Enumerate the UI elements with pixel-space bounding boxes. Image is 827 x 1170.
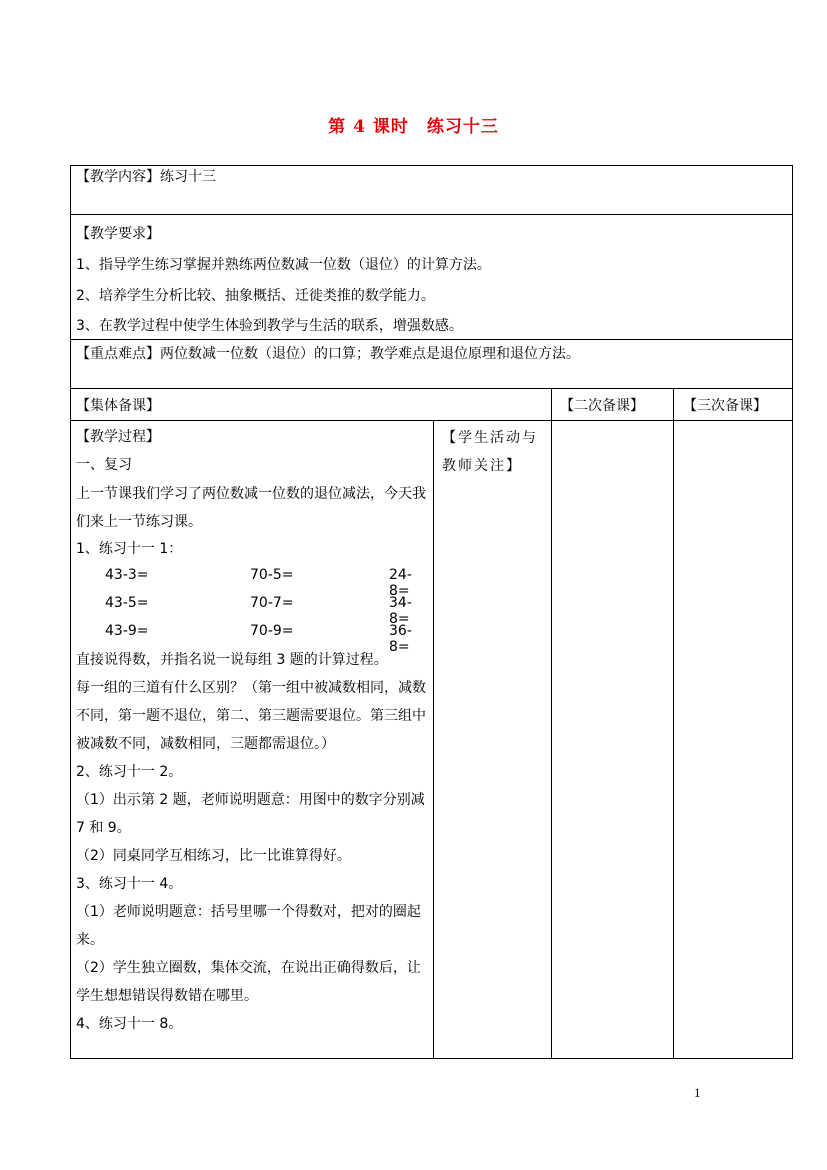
- requirement-item: 1、指导学生练习掌握并熟练两位数减一位数（退位）的计算方法。: [76, 257, 491, 273]
- table-divider: [70, 214, 793, 215]
- title-topic: 练习十三: [426, 117, 499, 137]
- third-prep-header: 【三次备课】: [683, 398, 767, 414]
- table-border: [70, 165, 71, 1059]
- requirements-heading: 【教学要求】: [76, 226, 160, 242]
- process-line: 4、练习十一 8。: [76, 1016, 183, 1032]
- calc-item: 36-8=: [389, 623, 412, 655]
- calc-item: 70-5=: [250, 567, 294, 583]
- intro-paragraph: 上一节课我们学习了两位数减一位数的退位减法，今天我们来上一节练习课。: [76, 486, 426, 530]
- title-lesson: 第 4 课时: [328, 117, 409, 137]
- calc-row: [105, 595, 427, 627]
- calc-row: [105, 567, 427, 599]
- calc-item: 70-9=: [250, 623, 294, 639]
- calc-row: [105, 623, 427, 655]
- table-divider: [70, 339, 793, 340]
- table-divider: [70, 420, 793, 421]
- calc-item: 43-5=: [105, 595, 149, 611]
- teaching-content: 【教学内容】练习十三: [76, 169, 216, 185]
- process-paragraphs: [76, 646, 428, 1038]
- process-line: 每一组的三道有什么区别？（第一组中被减数相同，减数不同，第一题不退位，第二、第三题需要退位。第三组中被减数不同，减数相同，三题都需退位。）: [76, 680, 426, 752]
- page-title: [0, 112, 827, 137]
- table-divider: [551, 388, 552, 1058]
- calc-item: 34-8=: [389, 595, 412, 627]
- process-line: （1）老师说明题意：括号里哪一个得数对，把对的圈起来。: [76, 904, 421, 948]
- process-line: 2、练习十一 2。: [76, 764, 183, 780]
- process-line: （2）同桌同学互相练习，比一比谁算得好。: [76, 848, 351, 864]
- page-number: 1: [694, 1085, 701, 1100]
- table-divider: [673, 388, 674, 1058]
- process-line: 3、练习十一 4。: [76, 876, 183, 892]
- key-points: 【重点难点】两位数减一位数（退位）的口算；教学难点是退位原理和退位方法。: [76, 346, 580, 362]
- process-line: （1）出示第 2 题，老师说明题意：用图中的数字分别减 7 和 9。: [76, 792, 425, 836]
- exercise-1-label: 1、练习十一 1：: [76, 541, 183, 557]
- process-line: 直接说得数，并指名说一说每组 3 题的计算过程。: [76, 652, 388, 668]
- table-border: [70, 1058, 793, 1059]
- collective-prep-header: 【集体备课】: [76, 398, 160, 414]
- table-border: [70, 165, 793, 166]
- requirement-item: 3、在教学过程中使学生体验到教学与生活的联系，增强数感。: [76, 318, 463, 334]
- table-border: [792, 165, 793, 1059]
- review-heading: 一、复习: [76, 457, 132, 473]
- table-divider: [70, 388, 793, 389]
- process-heading: 【教学过程】: [76, 429, 160, 445]
- second-prep-header: 【二次备课】: [560, 398, 644, 414]
- process-line: （2）学生独立圈数，集体交流，在说出正确得数后，让学生想想错误得数错在哪里。: [76, 960, 421, 1004]
- calc-item: 43-9=: [105, 623, 149, 639]
- table-divider: [433, 420, 434, 1058]
- calc-item: 43-3=: [105, 567, 149, 583]
- requirement-item: 2、培养学生分析比较、抽象概括、迁徙类推的数学能力。: [76, 288, 435, 304]
- calc-item: 70-7=: [250, 595, 294, 611]
- activity-header: 【学生活动与教师关注】: [442, 430, 538, 474]
- calc-item: 24-8=: [389, 567, 412, 599]
